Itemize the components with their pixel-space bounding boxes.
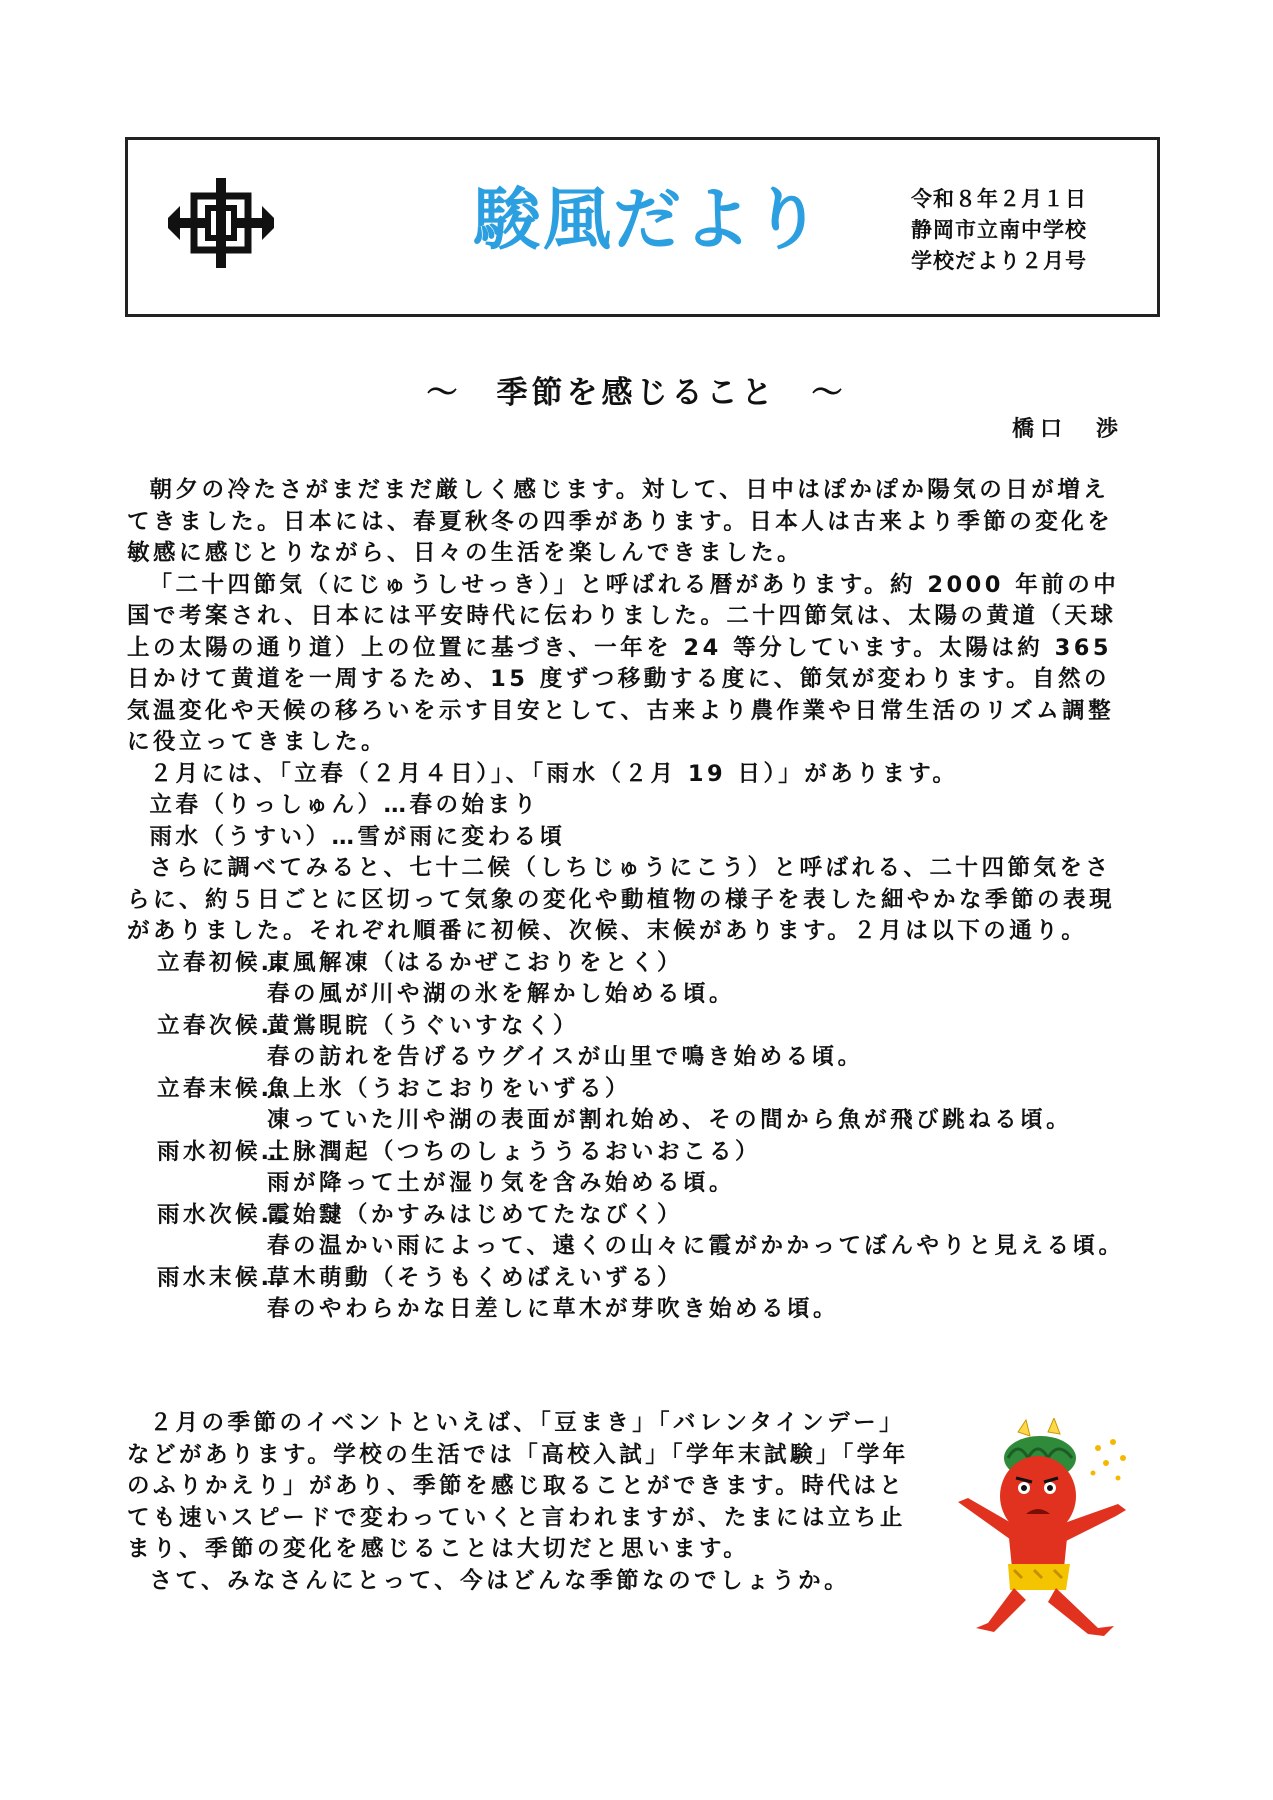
- paragraph: 「二十四節気（にじゅうしせっき）」と呼ばれる暦があります。約 2000 年前の中国で考案され、日本には平安時代に伝わりました。二十四節気は、太陽の黄道（天球上の太陽の通り道）上の位置に基づき、一年を 24 等分しています。太陽は約 365 日かけて黄道を一周するため、15 度ずつ移動する度に、節気が変わります。自然の気温変化や天候の移ろいを示す目安として、古来より農作業や日常生活のリズム調整に役立ってきました。: [127, 571, 1120, 755]
- kou-label: 立春次候…: [157, 1012, 288, 1039]
- kou-name: 魚上氷（うおこおりをいずる）: [267, 1075, 632, 1102]
- school-emblem-icon: [168, 178, 274, 268]
- newsletter-title: 駿風だより: [473, 181, 824, 260]
- kou-desc: 雨が降って土が湿り気を含み始める頃。: [267, 1170, 736, 1196]
- red-oni-icon: [948, 1418, 1138, 1648]
- closing-paragraph: ２月の季節のイベントといえば、「豆まき」「バレンタインデー」などがあります。学校の生活では「高校入試」「学年末試験」「学年のふりかえり」があり、季節を感じ取ることができます。時代はとても速いスピードで変わっていくと言われますが、たまには立ち止まり、季節の変化を感じることは大切だと思います。: [127, 1410, 909, 1562]
- kou-list: [127, 948, 1127, 1326]
- kou-label: 立春末候…: [157, 1075, 288, 1102]
- kou-name: 黄鴬睍睆（うぐいすなく）: [267, 1012, 580, 1039]
- school-name: 静岡市立南中学校: [911, 218, 1087, 242]
- issue-date: 令和８年２月１日: [911, 187, 1087, 211]
- newsletter-header: [125, 137, 1160, 317]
- paragraph: ２月には、「立春（２月４日）」、「雨水（２月 19 日）」があります。: [149, 760, 959, 787]
- article-author: 橋口 渉: [1012, 417, 1125, 442]
- sekki-line-usui: 雨水（うすい）…雪が雨に変わる頃: [149, 823, 566, 850]
- paragraph: さらに調べてみると、七十二候（しちじゅうにこう）と呼ばれる、二十四節気をさらに、約５日ごとに区切って気象の変化や動植物の様子を表した細やかな季節の表現がありました。それぞれ順番に初候、次候、末候があります。２月は以下の通り。: [127, 855, 1116, 944]
- kou-name: 草木萌動（そうもくめばえいずる）: [267, 1264, 684, 1291]
- article-body: [127, 475, 1127, 1326]
- kou-label: 雨水末候…: [157, 1264, 288, 1291]
- kou-desc: 春のやわらかな日差しに草木が芽吹き始める頃。: [267, 1296, 840, 1322]
- article-title: ～ 季節を感じること ～: [426, 375, 847, 411]
- closing-paragraph: さて、みなさんにとって、今はどんな季節なのでしょうか。: [149, 1567, 851, 1594]
- kou-name: 土脉潤起（つちのしょううるおいおこる）: [267, 1138, 762, 1165]
- kou-desc: 凍っていた川や湖の表面が割れ始め、その間から魚が飛び跳ねる頃。: [267, 1107, 1073, 1133]
- kou-desc: 春の訪れを告げるウグイスが山里で鳴き始める頃。: [267, 1044, 864, 1070]
- closing-section: [127, 1408, 927, 1597]
- issue-number: 学校だより２月号: [911, 249, 1087, 273]
- kou-desc: 春の温かい雨によって、遠くの山々に霞がかかってぼんやりと見える頃。: [267, 1233, 1125, 1259]
- sekki-line-risshun: 立春（りっしゅん）…春の始まり: [149, 792, 540, 818]
- kou-desc: 春の風が川や湖の氷を解かし始める頃。: [267, 981, 736, 1007]
- kou-label: 雨水初候…: [157, 1138, 288, 1165]
- kou-name: 霞始靆（かすみはじめてたなびく）: [267, 1201, 684, 1228]
- issue-meta: [911, 184, 1087, 277]
- paragraph: 朝夕の冷たさがまだまだ厳しく感じます。対して、日中はぽかぽか陽気の日が増えてきました。日本には、春夏秋冬の四季があります。日本人は古来より季節の変化を敏感に感じとりながら、日々の生活を楽しんできました。: [127, 477, 1114, 566]
- kou-name: 東風解凍（はるかぜこおりをとく）: [267, 949, 684, 976]
- kou-label: 雨水次候…: [157, 1201, 288, 1228]
- kou-label: 立春初候…: [157, 949, 288, 976]
